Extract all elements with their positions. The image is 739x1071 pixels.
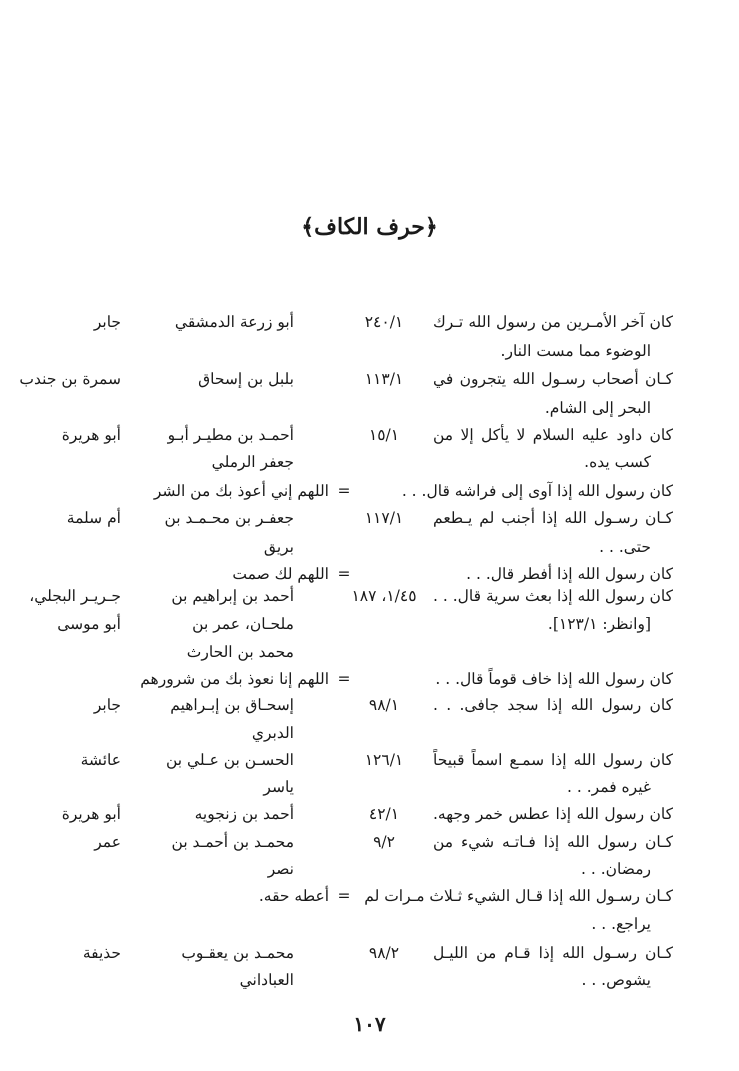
index-line [0,942,739,972]
volume-page-ref: ٩٨/٢ [368,944,400,962]
entry-text: كان رسول الله إذا بعث سرية قال. . . [433,587,673,605]
see-also-text: أعطه حقه. [258,887,329,905]
narrator-name: إسحـاق بن إبـراهيم [170,696,294,714]
narrator-name: جعفر الرملي [211,453,294,471]
entry-text: كان رسول الله إذا سجد جافى. . . [433,696,673,714]
entry-text-continued: يشوص. . . [581,971,651,989]
entry-text: كـان أصحاب رسـول الله يتجرون في [433,370,673,388]
narrator-name: أحمد بن إبراهيم بن [171,587,294,605]
index-line [0,585,739,615]
narrator-name: ياسر [263,778,294,796]
index-line [0,641,739,671]
narrator-name: محمـد بن يعقـوب [181,944,294,962]
index-line [0,885,739,915]
companion-name: جابر [93,696,121,714]
see-also-text: اللهم إني أعوذ بك من الشر [153,482,329,500]
section-heading: ﴿حرف الكاف﴾ [301,214,438,240]
index-line [0,340,739,370]
index-line [0,831,739,861]
entry-text: كان رسول الله إذا خاف قوماً قال. . . [435,670,673,688]
volume-page-ref: ١١٧/١ [364,509,404,527]
entry-text-continued: غيره فمر. . . [567,778,651,796]
companion-name: جابر [93,313,121,331]
narrator-name: محمـد بن أحمـد بن [171,833,294,851]
index-line [0,397,739,427]
volume-page-ref: ٢٤٠/١ [364,313,404,331]
volume-page-ref: ٩٨/١ [368,696,400,714]
see-also-marker: = [337,482,351,500]
entry-text: كـان رسـول الله إذا أجنب لم يـطعم [433,509,673,527]
narrator-name: أبو زرعة الدمشقي [174,313,294,331]
index-line [0,969,739,999]
entry-text-continued: كسب يده. [584,453,651,471]
index-line [0,722,739,752]
narrator-name: نصر [267,860,294,878]
entry-text: كان رسول الله إذا آوى إلى فراشه قال. . . [401,482,673,500]
entry-text-continued: يراجع. . . [591,915,651,933]
index-line [0,311,739,341]
entry-text-continued: الوضوء مما مست النار. [500,342,651,360]
narrator-name: العباداني [239,971,294,989]
index-line [0,749,739,779]
entry-text: كان رسول الله إذا سمـع اسماً قبيحاً [433,751,673,769]
narrator-name: ملحـان، عمر بن [192,615,294,633]
entry-text: كـان رسول الله إذا فـاتـه شيء من [433,833,673,851]
companion-name: جـريـر البجلي، [29,587,121,605]
narrator-name: الدبري [251,724,294,742]
entry-text: كان رسول الله إذا عطس خمر وجهه. [433,805,673,823]
companion-name: أم سلمة [66,509,121,527]
index-line [0,424,739,454]
companion-name: حذيفة [82,944,121,962]
volume-page-ref: ٩/٢ [373,833,395,851]
index-line [0,803,739,833]
index-line [0,858,739,888]
volume-page-ref: ١١٣/١ [364,370,404,388]
index-line [0,507,739,537]
companion-name: سمرة بن جندب [19,370,121,388]
entry-text: كان آخر الأمـرين من رسول الله تـرك [433,313,673,331]
entry-text-continued: [وانظر: ١٢٣/١]. [547,615,651,633]
entry-text-continued: رمضان. . . [581,860,651,878]
entry-text-continued: حتى. . . [599,538,651,556]
companion-name: أبو موسى [57,615,121,633]
index-line [0,694,739,724]
companion-name: أبو هريرة [61,805,121,823]
narrator-name: محمد بن الحارث [186,643,294,661]
narrator-name: أحمد بن زنجويه [194,805,294,823]
index-line [0,613,739,643]
volume-page-ref: ١٢٦/١ [364,751,404,769]
narrator-name: أحمـد بن مطيـر أبـو [167,426,294,444]
page-number: ١٠٧ [353,1012,386,1036]
narrator-name: بريق [263,538,294,556]
index-line [0,451,739,481]
entry-text-continued: البحر إلى الشام. [544,399,651,417]
volume-page-ref: ١/٤٥، ١٨٧ [351,587,417,605]
narrator-name: جعفـر بن محـمـد بن [164,509,294,527]
companion-name: عائشة [80,751,121,769]
index-line [0,536,739,566]
see-also-text: اللهم إنا نعوذ بك من شرورهم [140,670,329,688]
companion-name: أبو هريرة [61,426,121,444]
index-line [0,368,739,398]
index-line [0,913,739,943]
volume-page-ref: ٤٢/١ [368,805,400,823]
entry-text: كـان رسـول الله إذا قـال الشيء ثـلاث مـرات لم [364,887,673,905]
index-line [0,480,739,510]
see-also-marker: = [337,670,351,688]
entry-text: كـان رسـول الله إذا قـام من الليـل [433,944,673,962]
narrator-name: بلبل بن إسحاق [198,370,294,388]
entry-text: كان داود عليه السلام لا يأكل إلا من [433,426,673,444]
see-also-marker: = [337,565,351,583]
volume-page-ref: ١٥/١ [368,426,400,444]
entry-text: كان رسول الله إذا أفطر قال. . . [466,565,673,583]
index-line [0,776,739,806]
companion-name: عمر [94,833,121,851]
see-also-marker: = [337,887,351,905]
see-also-text: اللهم لك صمت [232,565,329,583]
narrator-name: الحسـن بن عـلي بن [165,751,294,769]
